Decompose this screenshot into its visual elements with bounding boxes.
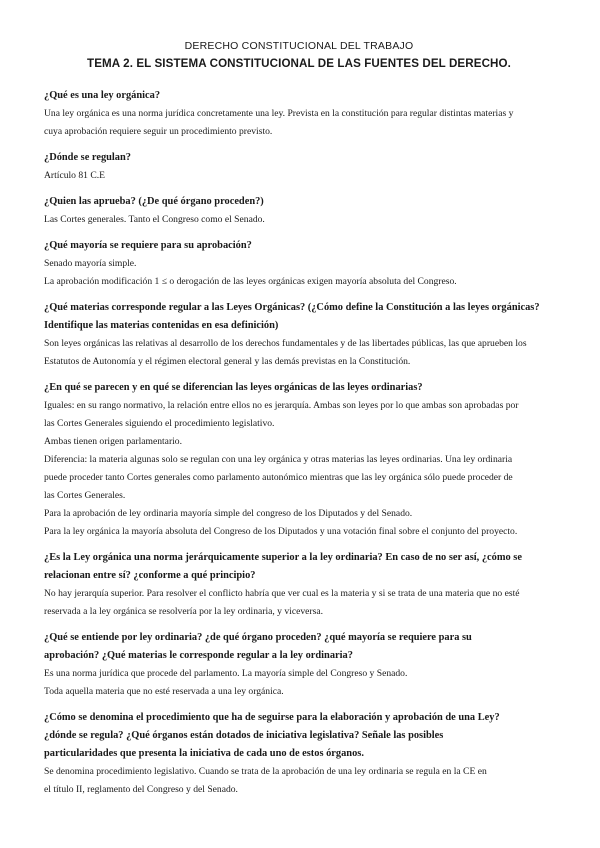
- qa-section: [44, 379, 554, 541]
- answer-line: Es una norma jurídica que procede del parlamento. La mayoría simple del Congreso y Senado.: [44, 668, 408, 679]
- answer-line: Artículo 81 C.E: [44, 170, 106, 181]
- answer-line: Senado mayoría simple.: [44, 258, 137, 269]
- document-header: [44, 40, 554, 71]
- qa-section: [44, 299, 554, 371]
- answer-line: Ambas tienen origen parlamentario.: [44, 436, 182, 447]
- answer-line: Se denomina procedimiento legislativo. Cuando se trata de la aprobación de una ley ordinaria se regula en la CE en: [44, 766, 487, 777]
- answer-line: Iguales: en su rango normativo, la relación entre ellos no es jerarquía. Ambas son leyes por lo que ambas son aprobadas por: [44, 400, 519, 411]
- question-line: ¿Quien las aprueba? (¿De qué órgano proceden?): [44, 196, 264, 207]
- answer-line: las Cortes Generales siguiendo el procedimiento legislativo.: [44, 418, 275, 429]
- question-line: relacionan entre sí? ¿conforme a qué principio?: [44, 570, 256, 581]
- qa-section: [44, 87, 554, 141]
- topic-title: TEMA 2. EL SISTEMA CONSTITUCIONAL DE LAS FUENTES DEL DERECHO.: [87, 57, 511, 70]
- qa-section: [44, 709, 554, 799]
- answer-line: Toda aquella materia que no esté reservada a una ley orgánica.: [44, 686, 284, 697]
- qa-section: [44, 193, 554, 229]
- answer-line: No hay jerarquía superior. Para resolver el conflicto habría que ver cual es la materia y si se trata de una materia que no esté: [44, 588, 520, 599]
- answer-line: reservada a la ley orgánica se resolvería por la ley ordinaria, y viceversa.: [44, 606, 323, 617]
- answer-line: Para la ley orgánica la mayoría absoluta del Congreso de los Diputados y una votación final sobre el conjunto del proyecto.: [44, 526, 518, 537]
- question-line: ¿Qué materias corresponde regular a las Leyes Orgánicas? (¿Cómo define la Constitución a las leyes orgánicas?: [44, 302, 540, 313]
- question-line: ¿dónde se regula? ¿Qué órganos están dotados de iniciativa legislativa? Señale las posibles: [44, 730, 444, 741]
- answer-line: puede proceder tanto Cortes generales como parlamento autonómico mientras que las ley orgánica sólo puede proceder de: [44, 472, 513, 483]
- course-title: DERECHO CONSTITUCIONAL DEL TRABAJO: [184, 40, 414, 52]
- qa-section: [44, 149, 554, 185]
- qa-section: [44, 549, 554, 621]
- qa-section: [44, 237, 554, 291]
- answer-line: La aprobación modificación 1 ≤ o derogación de las leyes orgánicas exigen mayoría absoluta del Congreso.: [44, 276, 457, 287]
- answer-line: cuya aprobación requiere seguir un procedimiento previsto.: [44, 126, 273, 137]
- answer-line: Estatutos de Autonomía y el régimen electoral general y las demás previstas en la Constitución.: [44, 356, 411, 367]
- question-line: ¿En qué se parecen y en qué se diferencian las leyes orgánicas de las leyes ordinarias?: [44, 382, 423, 393]
- answer-line: Una ley orgánica es una norma jurídica concretamente una ley. Prevista en la constitución para regular distintas materias y: [44, 108, 514, 119]
- question-line: ¿Dónde se regulan?: [44, 152, 131, 163]
- question-line: ¿Qué se entiende por ley ordinaria? ¿de qué órgano proceden? ¿qué mayoría se requiere para su: [44, 632, 472, 643]
- answer-line: Las Cortes generales. Tanto el Congreso como el Senado.: [44, 214, 265, 225]
- answer-line: Para la aprobación de ley ordinaria mayoría simple del congreso de los Diputados y del Senado.: [44, 508, 413, 519]
- answer-line: el título II, reglamento del Congreso y del Senado.: [44, 784, 238, 795]
- answer-line: las Cortes Generales.: [44, 490, 126, 501]
- question-line: ¿Qué mayoría se requiere para su aprobación?: [44, 240, 252, 251]
- question-line: ¿Cómo se denomina el procedimiento que ha de seguirse para la elaboración y aprobación de una Ley?: [44, 712, 500, 723]
- answer-line: Diferencia: la materia algunas solo se regulan con una ley orgánica y otras materias las leyes ordinarias. Una ley ordinaria: [44, 454, 513, 465]
- question-line: aprobación? ¿Qué materias le corresponde regular a la ley ordinaria?: [44, 650, 353, 661]
- question-line: ¿Es la Ley orgánica una norma jerárquicamente superior a la ley ordinaria? En caso de no ser así, ¿cómo se: [44, 552, 522, 563]
- qa-section: [44, 629, 554, 701]
- question-line: Identifique las materias contenidas en esa definición): [44, 320, 279, 331]
- question-line: particularidades que presenta la iniciativa de cada uno de estos órganos.: [44, 748, 364, 759]
- answer-line: Son leyes orgánicas las relativas al desarrollo de los derechos fundamentales y de las libertades públicas, las que aprueben los: [44, 338, 527, 349]
- question-line: ¿Qué es una ley orgánica?: [44, 90, 161, 101]
